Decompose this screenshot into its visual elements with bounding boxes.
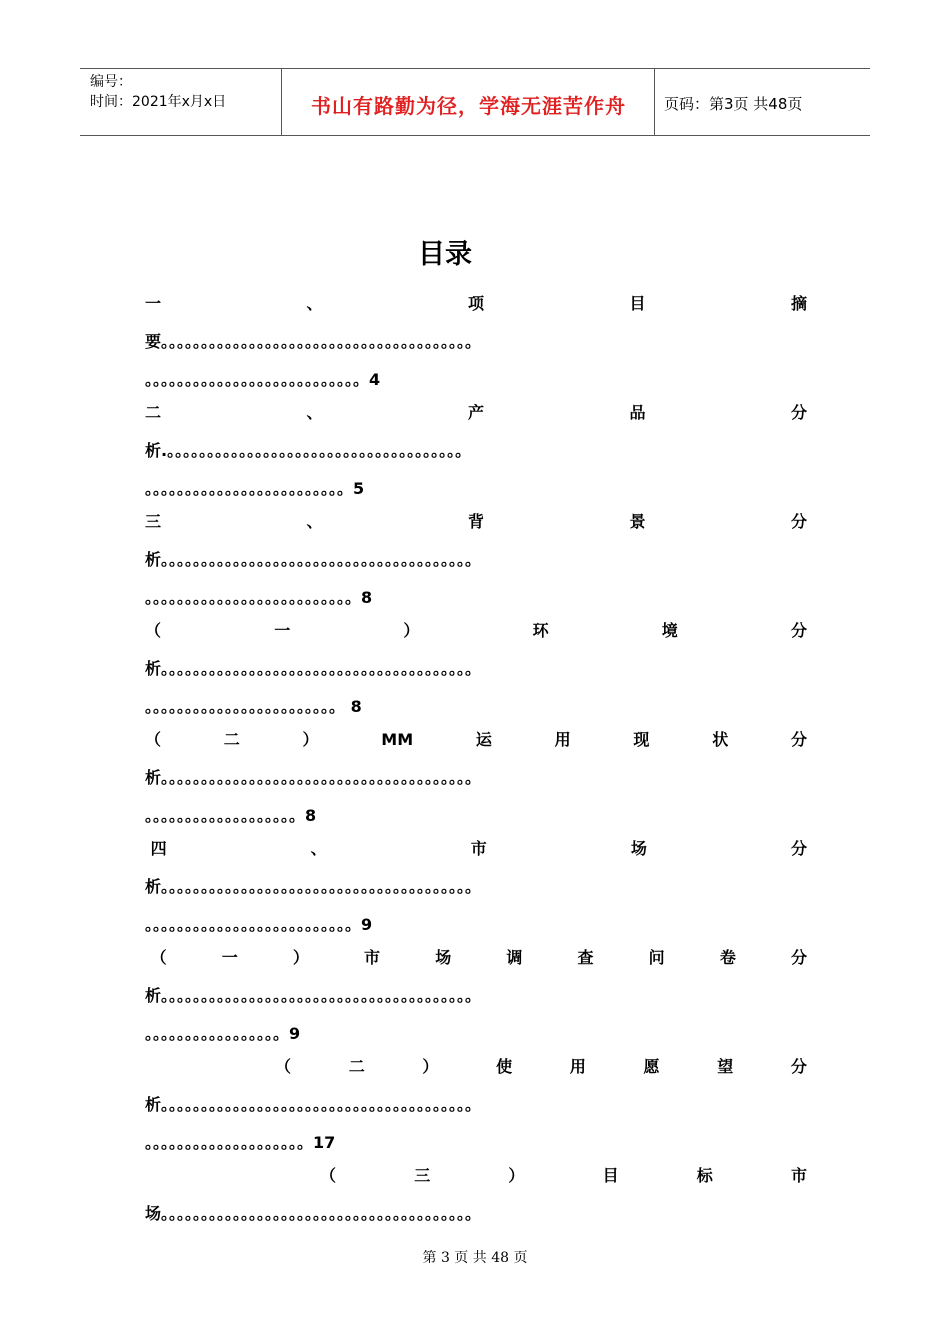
toc-page-number-line: 。。。。。。。。。。。。。。。。。。。。。。。。 8: [145, 697, 362, 716]
toc-heading-char: 项: [467, 294, 484, 313]
toc-page-number-line: 。。。。。。。。。。。。。。。。。。。。17: [145, 1133, 336, 1152]
page-footer: 第 3 页 共 48 页: [422, 1250, 528, 1266]
toc-heading-char: 摘: [790, 294, 807, 313]
toc-heading-char: 运: [475, 730, 492, 749]
toc-heading-char: 现: [633, 730, 650, 749]
toc-heading-char: 分: [790, 948, 807, 967]
toc-leader-line: 析。。。。。。。。。。。。。。。。。。。。。。。。。。。。。。。。。。。。。。。: [145, 986, 482, 1005]
toc-heading-char: 一: [145, 294, 162, 313]
toc-heading-char: 调: [506, 948, 523, 967]
toc-heading-char: 望: [717, 1057, 734, 1076]
toc-leader-line: 析。。。。。。。。。。。。。。。。。。。。。。。。。。。。。。。。。。。。。。。: [145, 768, 482, 787]
toc-entry-heading[interactable]: [145, 620, 807, 642]
toc-heading-char: 场: [630, 839, 647, 858]
toc-heading-char: 二: [145, 403, 162, 422]
toc-leader-line: 场。。。。。。。。。。。。。。。。。。。。。。。。。。。。。。。。。。。。。。。: [145, 1204, 482, 1223]
toc-page-number-line: 。。。。。。。。。。。。。。。。。。。。。。。。。。。4: [145, 370, 381, 389]
serial-label: 编号：: [90, 74, 132, 90]
toc-heading-char: 背: [467, 512, 484, 531]
toc-entry-heading[interactable]: [145, 947, 807, 969]
toc-entry-heading[interactable]: [145, 511, 807, 533]
toc-heading-char: 分: [790, 512, 807, 531]
header-top-rule: [80, 68, 870, 69]
toc-leader-line: 析。。。。。。。。。。。。。。。。。。。。。。。。。。。。。。。。。。。。。。。: [145, 877, 482, 896]
page-title: 目录: [418, 239, 472, 270]
toc-heading-char: 、: [306, 512, 323, 531]
toc-heading-char: 分: [790, 1057, 807, 1076]
toc-heading-char: ）: [403, 621, 420, 640]
toc-page-number-line: 。。。。。。。。。。。。。。。。。。。。。。。。。。8: [145, 588, 373, 607]
toc-heading-char: （: [320, 1166, 337, 1185]
toc-heading-char: （: [275, 1057, 292, 1076]
toc-heading-char: 状: [712, 730, 729, 749]
toc-heading-char: 目: [629, 294, 646, 313]
toc-heading-char: 愿: [643, 1057, 660, 1076]
toc-page-number-line: 。。。。。。。。。。。。。。。。。。。。。。。。。。9: [145, 915, 373, 934]
toc-leader-line: 析。。。。。。。。。。。。。。。。。。。。。。。。。。。。。。。。。。。。。。。: [145, 550, 482, 569]
header-page-info: 页码：第3页 共48页: [664, 95, 803, 113]
toc-heading-char: 目: [602, 1166, 619, 1185]
toc-heading-char: 问: [648, 948, 665, 967]
toc-page-number-line: 。。。。。。。。。。。。。。。。。。。8: [145, 806, 317, 825]
toc-entry-heading[interactable]: [145, 838, 807, 860]
toc-heading-char: 市: [790, 1166, 807, 1185]
header-motto: 书山有路勤为径，学海无涯苦作舟: [311, 94, 626, 118]
toc-leader-line: 析。。。。。。。。。。。。。。。。。。。。。。。。。。。。。。。。。。。。。。。: [145, 1095, 482, 1114]
toc-entry-heading[interactable]: [145, 402, 807, 424]
toc-heading-char: 境: [661, 621, 678, 640]
toc-heading-char: （: [145, 948, 167, 967]
toc-heading-char: 分: [790, 730, 807, 749]
toc-heading-char: 产: [467, 403, 484, 422]
toc-entry-heading[interactable]: [320, 1165, 807, 1187]
toc-heading-char: ）: [292, 948, 309, 967]
toc-heading-char: 一: [274, 621, 291, 640]
toc-heading-char: 环: [532, 621, 549, 640]
toc-leader-line: 析.。。。。。。。。。。。。。。。。。。。。。。。。。。。。。。。。。。。。。: [145, 441, 472, 460]
header-bottom-rule: [80, 135, 870, 136]
toc-heading-char: （: [145, 730, 162, 749]
toc-page-number-line: 。。。。。。。。。。。。。。。。。9: [145, 1024, 301, 1043]
toc-heading-char: ）: [508, 1166, 525, 1185]
toc-heading-char: 市: [364, 948, 381, 967]
toc-heading-char: 市: [470, 839, 487, 858]
toc-heading-char: 卷: [719, 948, 736, 967]
toc-heading-char: 、: [306, 403, 323, 422]
header-meta: [90, 72, 226, 112]
toc-heading-char: 用: [569, 1057, 586, 1076]
toc-heading-char: 分: [790, 621, 807, 640]
time-line: 时间：2021年x月x日: [90, 94, 227, 110]
toc-heading-char: 用: [554, 730, 571, 749]
toc-heading-char: 、: [306, 294, 323, 313]
toc-entry-heading[interactable]: [145, 729, 807, 751]
toc-heading-char: 分: [790, 403, 807, 422]
toc-page-number-line: 。。。。。。。。。。。。。。。。。。。。。。。。。5: [145, 479, 365, 498]
toc-entry-heading[interactable]: [275, 1056, 807, 1078]
toc-heading-char: 四: [145, 839, 167, 858]
toc-heading-char: 一: [221, 948, 238, 967]
toc-heading-char: 、: [310, 839, 327, 858]
toc-heading-char: 查: [577, 948, 594, 967]
toc-entry-heading[interactable]: [145, 293, 807, 315]
toc-heading-char: MM: [381, 730, 414, 749]
toc-leader-line: 要。。。。。。。。。。。。。。。。。。。。。。。。。。。。。。。。。。。。。。。: [145, 332, 482, 351]
toc-heading-char: （: [145, 621, 162, 640]
toc-heading-char: 分: [790, 839, 807, 858]
toc-heading-char: 三: [414, 1166, 431, 1185]
toc-heading-char: ）: [422, 1057, 439, 1076]
toc-heading-char: 二: [348, 1057, 365, 1076]
toc-heading-char: 二: [223, 730, 240, 749]
toc-heading-char: 标: [696, 1166, 713, 1185]
toc-heading-char: 场: [435, 948, 452, 967]
toc-heading-char: 景: [629, 512, 646, 531]
toc-leader-line: 析。。。。。。。。。。。。。。。。。。。。。。。。。。。。。。。。。。。。。。。: [145, 659, 482, 678]
toc-heading-char: 三: [145, 512, 162, 531]
toc-heading-char: ）: [302, 730, 319, 749]
toc-heading-char: 使: [496, 1057, 513, 1076]
toc-heading-char: 品: [629, 403, 646, 422]
